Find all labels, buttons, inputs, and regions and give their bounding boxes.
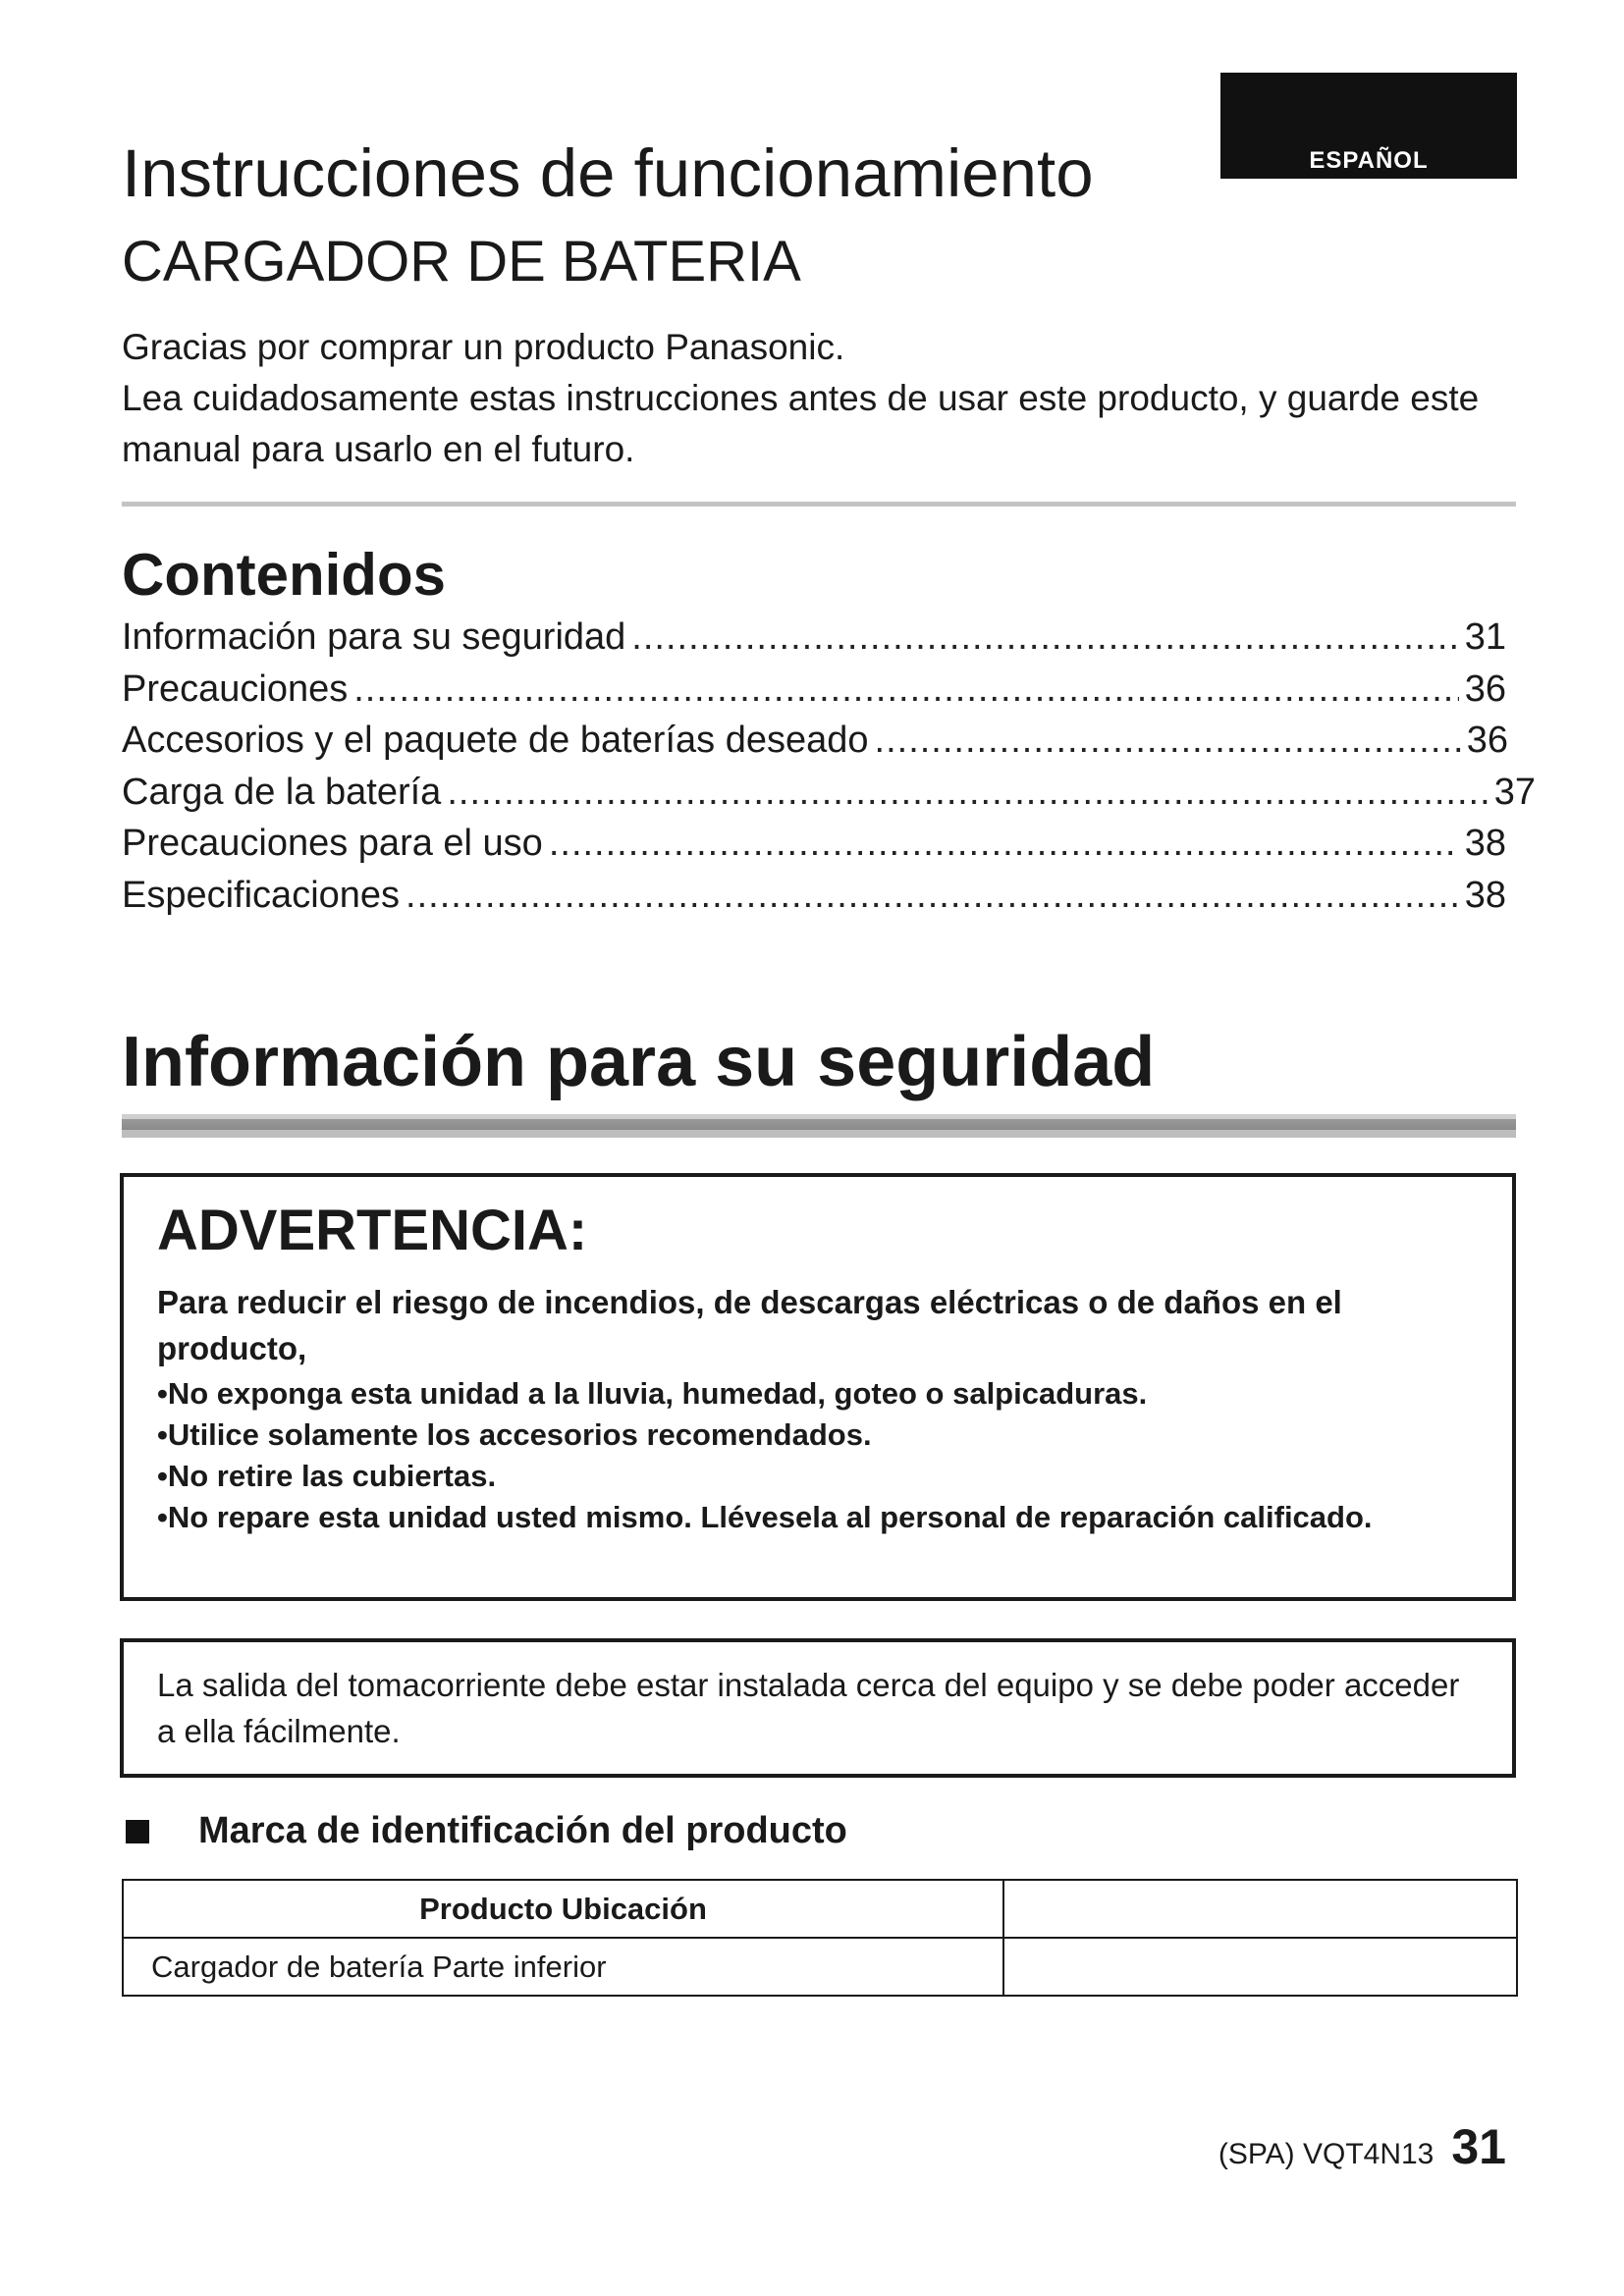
table-cell: [1003, 1938, 1517, 1996]
toc-entry-page: 31: [1464, 616, 1506, 658]
warning-title: ADVERTENCIA:: [157, 1199, 588, 1262]
table-of-contents: [122, 616, 1536, 927]
warning-box: [120, 1173, 1516, 1601]
product-mark-heading: [126, 1810, 847, 1852]
product-mark-table: [122, 1879, 1518, 1997]
toc-entry[interactable]: [122, 772, 1536, 824]
table-row: [123, 1938, 1517, 1996]
toc-entry-page: 36: [1466, 720, 1508, 762]
language-tab: [1220, 73, 1517, 179]
toc-entry-label: Información para su seguridad: [122, 616, 626, 658]
toc-leader: [549, 823, 1459, 865]
document-code: (SPA) VQT4N13: [1218, 2138, 1435, 2170]
toc-entry-page: 37: [1493, 771, 1536, 813]
toc-entry[interactable]: [122, 668, 1536, 721]
warning-item: •No repare esta unidad usted mismo. Llévesela al personal de reparación calificado.: [157, 1500, 1373, 1534]
language-tab-label: ESPAÑOL: [1309, 147, 1429, 174]
toc-entry[interactable]: [122, 616, 1536, 668]
page-subtitle: CARGADOR DE BATERIA: [122, 230, 801, 294]
table-header-cell: Producto Ubicación: [123, 1880, 1003, 1938]
contents-heading: Contenidos: [122, 542, 446, 608]
toc-entry[interactable]: [122, 823, 1536, 875]
page-title: Instrucciones de funcionamiento: [122, 135, 1094, 211]
warning-item: •Utilice solamente los accesorios recomendados.: [157, 1417, 872, 1452]
intro-text: [122, 322, 1516, 475]
warning-list: [157, 1373, 1473, 1538]
toc-entry-page: 36: [1464, 667, 1506, 710]
page-number: 31: [1451, 2119, 1506, 2174]
intro-line-2: Lea cuidadosamente estas instrucciones antes de usar este producto, y guarde este manual para usarlo en el futuro.: [122, 378, 1480, 469]
toc-entry-label: Precauciones para el uso: [122, 823, 543, 865]
intro-line-1: Gracias por comprar un producto Panasonic.: [122, 327, 845, 367]
product-mark-heading-text: Marca de identificación del producto: [198, 1810, 847, 1851]
warning-item: •No retire las cubiertas.: [157, 1459, 497, 1493]
table-header-row: [123, 1880, 1517, 1938]
toc-entry-label: Especificaciones: [122, 874, 401, 916]
toc-entry-page: 38: [1464, 874, 1506, 916]
toc-entry[interactable]: [122, 720, 1536, 772]
table-cell: Cargador de batería Parte inferior: [123, 1938, 1003, 1996]
warning-item: •No exponga esta unidad a la lluvia, humedad, goteo o salpicaduras.: [157, 1376, 1148, 1411]
page-footer: [1218, 2118, 1506, 2175]
warning-lead: Para reducir el riesgo de incendios, de descargas eléctricas o de daños en el producto,: [157, 1284, 1342, 1366]
square-bullet-icon: [126, 1820, 149, 1843]
toc-leader: [447, 772, 1488, 814]
section-divider: [122, 1114, 1516, 1138]
toc-leader: [631, 616, 1458, 659]
toc-entry[interactable]: [122, 875, 1536, 927]
safety-heading: Información para su seguridad: [122, 1023, 1156, 1101]
toc-entry-label: Precauciones: [122, 667, 349, 710]
toc-entry-label: Accesorios y el paquete de baterías deseado: [122, 720, 869, 762]
divider: [122, 502, 1516, 507]
toc-leader: [353, 668, 1458, 711]
outlet-note-text: La salida del tomacorriente debe estar instalada cerca del equipo y se debe poder acceder a ella fácilmente.: [157, 1667, 1460, 1749]
toc-entry-page: 38: [1464, 823, 1506, 865]
toc-entry-label: Carga de la batería: [122, 771, 442, 813]
toc-leader: [875, 720, 1461, 762]
table-header-cell: [1003, 1880, 1517, 1938]
toc-leader: [406, 875, 1459, 917]
outlet-note-box: [120, 1638, 1516, 1778]
